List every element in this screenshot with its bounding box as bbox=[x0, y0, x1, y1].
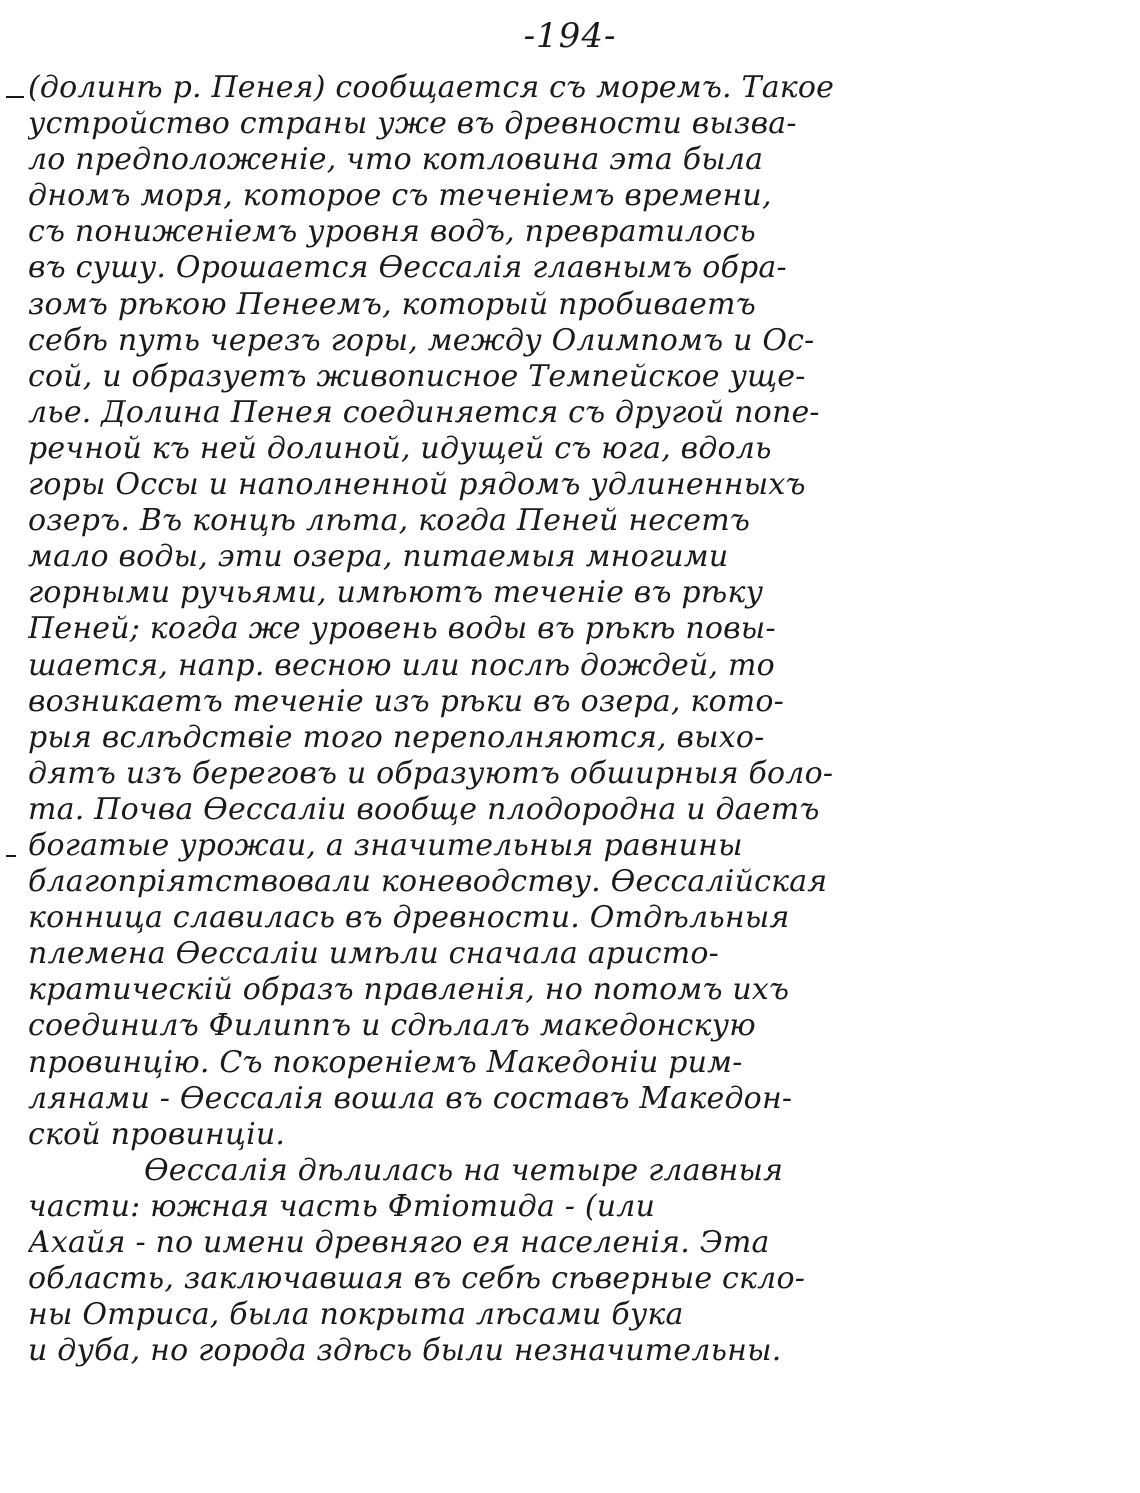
text-line: благопріятствовали коневодству. Ѳессалійская bbox=[28, 864, 828, 900]
text-line: дномъ моря, которое съ теченіемъ времени, bbox=[28, 178, 772, 214]
text-line: богатые урожаи, а значительныя равнины bbox=[28, 827, 743, 863]
text-line: возникаетъ теченіе изъ рѣки въ озера, кото- bbox=[28, 683, 784, 719]
text-line: дятъ изъ береговъ и образуютъ обширныя боло- bbox=[28, 755, 834, 791]
text-line: въ сушу. Орошается Ѳессалія главнымъ обра- bbox=[28, 250, 787, 286]
text-line: устройство страны уже въ древности вызва- bbox=[28, 106, 797, 142]
text-line: мало воды, эти озера, питаемыя многими bbox=[28, 539, 729, 575]
page-number: -194- bbox=[523, 16, 617, 56]
text-line: горными ручьями, имѣютъ теченіе въ рѣку bbox=[28, 575, 764, 611]
text-line: кратическій образъ правленія, но потомъ ихъ bbox=[28, 972, 790, 1008]
text-line: та. Почва Ѳессаліи вообще плодородна и даетъ bbox=[28, 791, 820, 827]
text-line: себѣ путь черезъ горы, между Олимпомъ и Ос- bbox=[28, 322, 815, 358]
text-line: лье. Долина Пенея соединяется съ другой попе- bbox=[28, 394, 820, 430]
text-line: части: южная часть Фтіотида - (или bbox=[28, 1188, 656, 1224]
text-line: конница славилась въ древности. Отдѣльныя bbox=[28, 900, 790, 936]
text-line: племена Ѳессаліи имѣли сначала аристо- bbox=[28, 936, 719, 972]
text-line: рыя вслѣдствіе того переполняются, выхо- bbox=[28, 719, 765, 755]
text-line: ской провинціи. bbox=[28, 1116, 286, 1152]
text-line: ны Отриса, была покрыта лѣсами бука bbox=[28, 1297, 684, 1333]
text-line: Ахайя - по имени древняго ея населенія. Эта bbox=[28, 1225, 770, 1260]
text-line: зомъ рѣкою Пенеемъ, который пробиваетъ bbox=[28, 286, 756, 322]
text-line: съ пониженіемъ уровня водъ, превратилось bbox=[28, 214, 756, 250]
text-line: речной къ ней долиной, идущей съ юга, вдоль bbox=[28, 430, 772, 466]
text-line: горы Оссы и наполненной рядомъ удлиненныхъ bbox=[28, 467, 806, 503]
text-line: Пеней; когда же уровень воды въ рѣкѣ повы- bbox=[28, 611, 776, 647]
text-line: лянами - Ѳессалія вошла въ составъ Македон- bbox=[28, 1080, 793, 1116]
handwritten-text-block bbox=[28, 70, 1128, 1369]
margin-dash-mark bbox=[6, 96, 24, 98]
text-line: провинцію. Съ покореніемъ Македоніи рим- bbox=[28, 1044, 743, 1080]
text-line: Ѳессалія дѣлилась на четыре главныя bbox=[144, 1152, 784, 1188]
text-line: сой, и образуетъ живописное Темпейское уще- bbox=[28, 358, 806, 394]
text-line: (долинѣ р. Пенея) сообщается съ моремъ. Такое bbox=[28, 70, 835, 105]
margin-dash-mark bbox=[6, 855, 16, 857]
text-line: соединилъ Филиппъ и сдѣлалъ македонскую bbox=[28, 1008, 756, 1044]
text-line: шается, напр. весною или послѣ дождей, то bbox=[28, 647, 775, 683]
text-line: и дуба, но города здѣсь были незначительны. bbox=[28, 1333, 782, 1369]
text-line: ло предположеніе, что котловина эта была bbox=[28, 142, 764, 178]
text-line: озеръ. Въ концѣ лѣта, когда Пеней несетъ bbox=[28, 503, 751, 539]
text-line: область, заключавшая въ себѣ сѣверные скло- bbox=[28, 1261, 806, 1297]
